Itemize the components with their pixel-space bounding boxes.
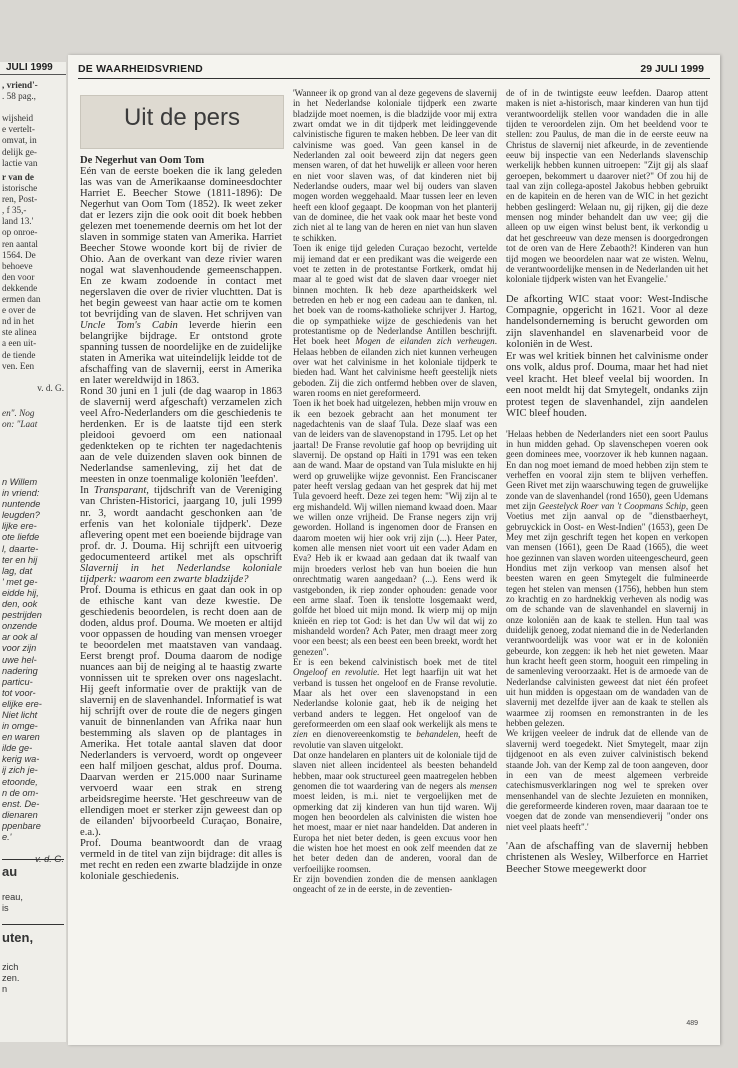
article-column-1 — [80, 155, 282, 882]
previous-page-title: au — [2, 866, 18, 879]
paragraph: Eén van de eerste boeken die ik lang geleden las was van de Amerikaanse domineesdochter Harriet E. Beecher Stowe (1811-1896): De Negerhut van Oom Tom (1852). Ik weet zeker dat er lezers zijn die ook ooit dit boek hebben gelezen met toenemende deernis om het lot der slaven in sommige staten van Amerika. Harriet Beecher Stowe woonde kort bij de rivier de Ohio. Aan de overkant van deze rivier waren nogal wat slavenhoudende gemeenschappen. En ze kwam zodoende in contact met negerslaven die over de rivier vluchtten. Dat is het begin geweest van haar actie om te komen tot bevrijding van de slaven. Het schrijven van Uncle Tom's Cabin leverde hierin een belangrijke bijdrage. Er ontstond grote spanning tussen de noordelijke en de zuidelijke staten in Amerika wat uiteindelijk leidde tot de afschaffing van de slavernij, eerst in Amerika en later wereldwijd in 1863. — [80, 166, 283, 387]
previous-page-line: ar ook al — [2, 632, 38, 643]
previous-page-line: elijke ere- — [2, 698, 42, 709]
paragraph: Er was wel kritiek binnen het calvinisme onder ons volk, aldus prof. Douma, maar het had niet veel kracht. Het bleef veelal bij woorden. In een noot meldt hij dat Smytegelt, ondanks zijn protest tegen de slavenhandel, zijn aandelen WIC bleef houden. — [506, 350, 708, 420]
previous-page-line: delijk ge- — [2, 146, 37, 157]
quote-paragraph: We krijgen veeleer de indruk dat de ellende van de slavernij werd toegedekt. Niet Smytegelt, maar zijn tijdgenoot en als even zuiver calvinistisch bekend staande Joh. van der Kemp zal de toon aangeven, door in een van de meest algemeen verbreide catechismusverklaringen nog wel te spreken over mensenhandel van de slechte Jezuïeten en monniken, die gereformeerde kinderen roven, maar daaraan toe te voegen dat de zonde van mensendieverij "onder ons niet veel plaats heeft".' — [506, 728, 708, 832]
previous-page-text-block — [2, 477, 64, 865]
previous-page-line: kerig wa- — [2, 754, 40, 765]
previous-page-line: pestrijden — [2, 610, 42, 621]
article-heading: De Negerhut van Oom Tom — [80, 155, 205, 166]
previous-page-header — [0, 62, 66, 75]
previous-page-line: lag, dat — [2, 565, 33, 576]
previous-page-line: de tiende — [2, 349, 36, 360]
previous-page-line: is — [2, 903, 9, 914]
previous-page-line: 1564. De — [2, 249, 36, 260]
previous-page-line: ermen dan — [2, 294, 41, 305]
previous-page-line: dienaren — [2, 809, 38, 820]
previous-page-line: ter en hij — [2, 554, 38, 565]
previous-page-line: on: "Laat — [2, 419, 38, 430]
previous-page-line: nuntende — [2, 499, 41, 510]
previous-page-line: . 58 pag., — [2, 91, 36, 102]
previous-page-line: ppenbare — [2, 820, 41, 831]
previous-page-rule — [2, 859, 64, 860]
previous-page-text-block — [2, 172, 64, 394]
commentary-block — [506, 294, 708, 420]
previous-page-line: nd in het — [2, 316, 35, 327]
previous-page-line: en". Nog — [2, 408, 35, 418]
publication-name: DE WAARHEIDSVRIEND — [78, 63, 203, 75]
previous-page-line: voor zijn — [2, 643, 37, 654]
previous-page-line: uwe hel- — [2, 654, 37, 665]
previous-page-line: Niet licht — [2, 709, 38, 720]
quote-paragraph: Toen ik het boek had uitgelezen, hebben mijn vrouw en ik een bezoek gebracht aan het monument ter nagedachtenis van de slaaf Tula. Deze slaaf was een van de leiders van de slavenopstand in 1795. Let op het jaartal! De Franse revolutie gaf hoop op bevrijding uit slavernij. De opstand op Haïti in 1791 was een teken aan de wand. Maar de opstand van Tula mislukte en hij werd op gruwelijke wijze gevonnist. Een Franciscaner pater heeft verslag gedaan van het gesprek dat hij met Tula gevoerd heeft. Deze zei tegen hem: "Wij zijn al te erg mishandeld. Wij willen niemand kwaad doen. Maar we willen onze vrijheid. De Franse negers zijn vrij geworden. Holland is ingenomen door de Fransen en daarom moeten wij hier ook vrij zijn (...). Heer Pater, komen alle mensen niet voort uit een vader Adam en Eva? Heb ik er kwaad aan gedaan dat ik twaalf van mijn broeders verlost heb van hun boeien die hun onrechtmatig waren aangedaan? (...). Eens werd ik vastgebonden, ik riep zonder ophouden: genade voor een arme slaaf. Toen ik tenslotte losgemaakt werd, golfde het bloed uit mijn mond. Ik wierp mij op mijn knieën en riep tot God: is het dan Uw wil dat wij zo mishandeld worden? Ach Pater, men draagt meer zorg voor een beest; als een beest een been breekt, wordt het genezen". — [293, 398, 497, 657]
paragraph: Prof. Douma beantwoordt dan de vraag vermeld in de titel van zijn bijdrage: dit alles is met recht en reden een zwarte bladzijde in onze koloniale geschiedenis. — [80, 837, 282, 883]
previous-page-line: lijke ere- — [2, 521, 37, 532]
previous-page-line: zich — [2, 962, 19, 972]
quote-paragraph: Toen ik enige tijd geleden Curaçao bezocht, vertelde mij iemand dat er een predikant was die weigerde een voet te zetten in de protestantse Fortkerk, omdat hij maar al te goed wist dat de slaven daar vroeger niet binnen mochten. Ik heb deze apartheidskerk wel betreden en heb er nog een cadeau aan te danken, nl. het boek van de rooms-katholieke schrijver J. Hartog, die op sympathieke wijze de geschiedenis van het protestantisme op de Nederlandse Antillen beschrijft. Het boek heet Mogen de eilanden zich verheugen. Helaas hebben de eilanden zich niet kunnen verheugen over wat het calvinisme in het koloniale tijdperk te bieden had. Want het calvinisme heeft geestelijk niets geboden. Zij die zich ontfermd hebben over de slaven, waren rooms en niet gereformeerd. — [293, 243, 497, 398]
previous-page-line: a een uit- — [2, 338, 37, 349]
previous-page-line: ote liefde — [2, 532, 40, 543]
previous-page-line: , vriend'- — [2, 80, 38, 90]
previous-page-line: , f 35,- — [2, 205, 27, 216]
previous-page-title-block — [2, 932, 64, 948]
previous-page-line: r van de — [2, 172, 34, 182]
previous-page-line: n — [2, 984, 8, 995]
previous-page-line: enst. De- — [2, 798, 40, 809]
previous-page-line: etoonde, — [2, 776, 38, 787]
previous-page-line: in vriend: — [2, 488, 40, 499]
section-title: Uit de pers — [123, 104, 241, 131]
previous-page-line: ren, Post- — [2, 194, 38, 205]
quote-paragraph: de of in de twintigste eeuw leefden. Daarop attent maken is niet a-historisch, maar kinderen van hun tijd verantwoordelijk stellen voor wandaden die in alle tijden te veroordelen zijn. Om het beeldend voor te stellen: zou Paulus, de man die in de eerste eeuw na Christus de slavernij niet afkeurde, in de zeventiende eeuw bij inspectie van een Nederlands slavenschip werkelijk hebben kunnen uitroepen: "Zijt gij als slaaf geroepen, bekommert u daarover niet?" Of zou hij de taal van zijn collega-apostel Jakobus hebben gebruikt en de kapitein en de heren van de WIC in het gezicht hebben geslingerd: Welaan nu, gij rijken, gij die deze mensen nog minder behandelt dan uw vee; gij die alleen op uw eigen winst belust bent, ik verkondig u dat het geschreeuw van deze mensen is doorgedrongen tot de oren van de Here Zebaoth?! Kinderen van hun tijd mogen we beoordelen naar wat ze wisten. Welnu, de verantwoordelijke mensen in de Nederlanden uit het koloniale tijdperk wisten van het Evangelie.' — [506, 88, 708, 285]
previous-page-line — [2, 372, 64, 383]
previous-page-line: v. d. G. — [35, 854, 64, 865]
previous-page-line: e.' — [2, 832, 12, 842]
previous-page-line: lactie van — [2, 157, 38, 168]
previous-page-title-block — [2, 866, 64, 882]
previous-page-line: den voor — [2, 271, 35, 282]
section-banner — [80, 95, 284, 149]
previous-page-line: ven. Een — [2, 360, 35, 371]
paragraph: 'Aan de afschaffing van de slavernij hebben christenen als Wesley, Wilberforce en Harriet Beecher Stowe meegewerkt door — [506, 840, 708, 875]
previous-page-line: ilde ge- — [2, 743, 33, 754]
newspaper-page — [68, 55, 720, 1045]
previous-page-line: op onroe- — [2, 227, 38, 238]
previous-page-line: onzende — [2, 621, 38, 632]
previous-page-line — [2, 102, 64, 113]
quote-paragraph: Er zijn bovendien zonden die de mensen aanklagen ongeacht of ze in de eerste, in de zeventien- — [293, 874, 497, 895]
issue-date: 29 JULI 1999 — [640, 63, 704, 75]
paragraph: Prof. Douma is ethicus en gaat dan ook in op de ethische kant van deze kwestie. De geschiedenis beoordelen, is recht doen aan de doden, aldus prof. Douma. We moeten er altijd voor oppassen de houding van mensen vroeger te beoordelen met maatstaven van vandaag. Eerst brengt prof. Douma daarom de nodige nuances aan bij de neiging al te haastig zwarte vonnissen uit te spreken over ons nageslacht. Hij geeft informatie over de praktijk van de slavernij en de slavenhandel. Informatief is wat hij schrijft over de route die de negers gingen vanuit de binnenlanden van Afrika naar hun bestemming als slaven op de plantages in Amerika. Het totale aantal slaven dat door Nederlanders is vervoerd, wordt op ongeveer een half miljoen geschat, aldus prof. Douma. Daarvan werden er 215.000 naar Suriname vervoerd waar een strak en streng arbeidsregime heerste. 'Het geschreeuw van de ellendigen moet er sterker zijn geweest dan op de eilanden' bijvoorbeeld Curaçao, Bonaire, e.a.). — [80, 584, 282, 838]
previous-page-line: land 13.' — [2, 216, 34, 227]
previous-page-line: n Willem — [2, 477, 38, 487]
previous-page-line: nadering — [2, 665, 38, 676]
previous-page-line: particu- — [2, 676, 33, 687]
previous-page-line: ste alinea — [2, 327, 37, 338]
previous-page-line — [2, 843, 64, 854]
previous-page-line: ren aantal — [2, 238, 38, 249]
previous-page-line: l, daarte- — [2, 543, 39, 554]
previous-page-line: eidde hij, — [2, 587, 39, 598]
previous-page-line: ij zich je- — [2, 765, 38, 776]
paragraph: Rond 30 juni en 1 juli (de dag waarop in 1863 de slavernij werd afgeschaft) verzamelen zich veel Afro-Nederlanders om die geschiedenis te herdenken. Er is de laatste tijd een sterk pleidooi gevoerd om een nationaal gedenkteken op te richten ter nagedachtenis aan de vele duizenden slaven ook binnen de Nederlandse samenleving, zij het dat de meesten in onze toenmalige koloniën 'leefden'. — [80, 386, 282, 486]
quote-paragraph: 'Helaas hebben de Nederlanders niet een soort Paulus in hun midden gehad. Op slavenschepen voeren ook geen dominees mee, voorzover ik heb kunnen nagaan. En dan nog moet iemand de moed hebben zijn stem te verheffen en vooral zijn stem te blijven verheffen. Geen Rivet met zijn waarschuwing tegen de gruwelijke zonde van de slavenhandel (rond 1650), geen Udemans met zijn Geestelyck Roer van 't Coopmans Schip, geen Voetius met zijn aanval op de "dienstbaerheyt, gebruyckick in Oost- en West-Indien" (1653), geen De Mey met zijn geschrift tegen het kopen en verkopen van mensen (1661), geen De Raad (1665), die weet hoe gezinnen van slaven worden uiteengescheurd, geen Hondius met zijn verkoop van mensen alsof het beesten waren en geen Smytegelt die fulmineerde tegen het stelen van mensen (1756), hebben hun stem zo krachtig en zo hardnekkig verheven als nodig was om de schande van de slavenhandel en slavernij in onze koloniën aan de kaak te stellen. Hun taal was duidelijk genoeg, zodat niemand die in de Nederlanden verantwoordelijk was voor wat er in de koloniën gebeurde, kon zeggen: ik heb het niet geweten. Maar hun kracht heeft geen storm, hooguit een rimpeling in de samenleving veroorzaakt. Het is de armoede van de Nederlandse calvinisten geweest dat niet één profeet uit hun midden is opgestaan om de wandaden van de slavernij met dezelfde ijver aan de kaak te stellen als waarmee zij roomsen en remonstranten in de les hebben gelezen. — [506, 428, 708, 729]
previous-page-line: en waren — [2, 732, 40, 743]
quote-paragraph: Dat onze handelaren en planters uit de koloniale tijd de slaven niet alleen incidenteel als beesten behandeld hebben, maar ook structureel geen maatregelen hebben genomen die tot waardering van de negers als mensen moest leiden, is m.i. niet te vergoelijken met de opmerking dat zij kinderen van hun tijd waren. Wij mogen hen beoordelen als calvinisten die wisten hoe het moest, maar er niet naar handelden. Dat anderen in Europa het niet beter deden, is geen excuus voor hen die wisten hoe het moest en ook zelf meenden dat ze het beter deden dan de anderen, vooral dan de verfoeilijke roomsen. — [293, 750, 497, 874]
paragraph: De afkorting WIC staat voor: West-Indische Compagnie, opgericht in 1621. Voor al deze handelsonderneming is berucht geworden om zijn slavenhandel en slavenarbeid voor de koloniën in de West. — [506, 293, 708, 351]
previous-page-text-block — [2, 892, 64, 914]
previous-page-line: zen. — [2, 973, 20, 984]
previous-page-line: reau, — [2, 892, 23, 902]
previous-page-line: leugden? — [2, 510, 40, 521]
previous-page-line: n de om- — [2, 787, 39, 798]
previous-page-text-block — [2, 80, 64, 169]
previous-page-text-block — [2, 408, 64, 430]
previous-page-rule — [2, 924, 64, 925]
previous-page-line: v. d. G. — [37, 382, 64, 393]
quote-paragraph: 'Wanneer ik op grond van al deze gegevens de slavernij in het Nederlandse koloniale tijdperk een zwarte bladzijde moet noemen, is die bladzijde voor mij extra zwart omdat we in dit tijdperk met leidinggevende calvinistische figuren te maken hebben. De leer van dit calvinisme was goed. Van geen kansel in de Nederlanden zal ooit beweerd zijn dat negers geen mensen waren, of dat het huwelijk er alleen voor heren en niet voor slaven was, of dat kinderen niet bij Nederlandse ouders, maar wel bij ouders van slaven mogen worden weggehaald. Maar tussen leer en leven heeft een kloof gegaapt. De koopman von het planterij van de dominee, die het vaak ook maar het beste vond zich niet al te lang van de heren en niet van hun slaven te schikken. — [293, 88, 497, 243]
quote-paragraph: Er is een bekend calvinistisch boek met de titel Ongeloof en revolutie. Het legt haarfijn uit wat het verband is tussen het ongeloof en de Franse revolutie. Maar als het over een slavenopstand in een Nederlandse kolonie gaat, heb ik de neiging het verband anders te leggen. Het ongeloof van de gereformeerden om een slaaf ook werkelijk als mens te zien en dienovereenkomstig te behandelen, heeft de revolutie van slaven uitgelokt. — [293, 656, 498, 750]
previous-page-strip — [0, 62, 66, 1042]
previous-page-line: wijsheid — [2, 113, 34, 124]
previous-page-line: behoeve — [2, 260, 33, 271]
previous-page-line: den, ook — [2, 599, 38, 610]
previous-page-date: JULI 1999 — [6, 62, 53, 73]
previous-page-line: istorische — [2, 183, 38, 194]
page-number: 489 — [686, 1020, 698, 1027]
article-column-2 — [293, 88, 497, 895]
page-header — [78, 62, 710, 79]
previous-page-title: uten, — [2, 932, 34, 945]
previous-page-line: ' met ge- — [2, 576, 38, 587]
previous-page-line: omvat, in — [2, 135, 37, 146]
paragraph: In Transparant, tijdschrift van de Vereniging van Christen-Historici, jaargang 10, juli 1999 nr. 3, wordt aandacht geschonken aan 'de erfenis van het koloniale tijdperk'. Deze aflevering opent met een boeiende bijdrage van prof. dr. J. Douma. Hij schrijft een uitvoerig gedocumenteerd artikel met als opschrift Slavernij in het Nederlandse koloniale tijdperk: waarom een zwarte bladzijde? — [80, 485, 282, 585]
previous-page-line: tot voor- — [2, 687, 36, 698]
previous-page-line: e over de — [2, 305, 36, 316]
previous-page-line: dekkende — [2, 282, 38, 293]
previous-page-line: in omge- — [2, 721, 38, 732]
article-column-3 — [506, 88, 708, 875]
previous-page-text-block — [2, 962, 64, 995]
previous-page-line: e vertelt- — [2, 124, 35, 135]
